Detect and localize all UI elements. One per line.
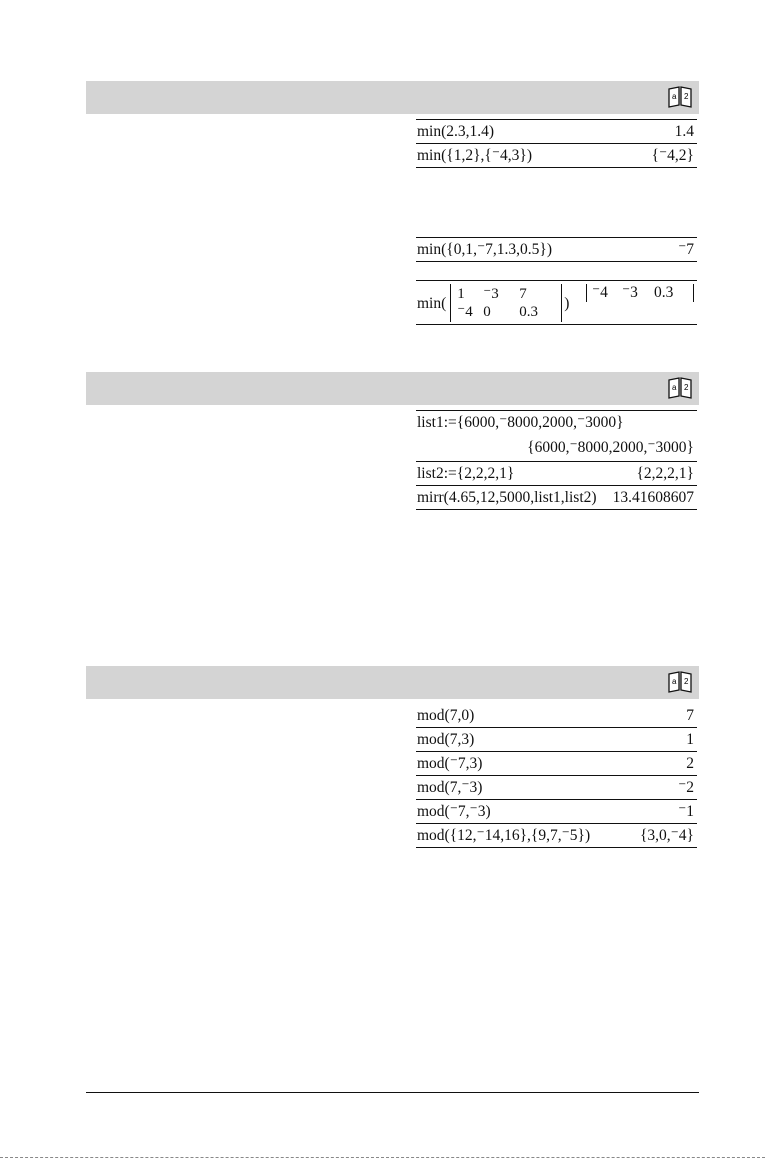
matrix-cell: 0.3 (654, 284, 674, 301)
example-input: list2:={2,2,2,1} (417, 465, 515, 482)
svg-text:a: a (672, 383, 677, 392)
example-output: 7 (686, 707, 694, 724)
matrix (450, 284, 562, 322)
example-row (416, 237, 697, 262)
min-examples-group-1 (416, 119, 697, 168)
example-row (416, 704, 697, 728)
matrix-cell: 1 (457, 286, 465, 302)
matrix-input (417, 284, 569, 322)
example-input: min(2.3,1.4) (417, 123, 495, 140)
close-paren: ) (564, 294, 570, 312)
svg-text:2: 2 (684, 383, 689, 392)
example-row-matrix (416, 280, 697, 325)
matrix-cell: ⁻4 (457, 304, 473, 320)
function-name: min( (417, 294, 447, 312)
section-header-mirr (86, 372, 699, 405)
example-output: {6000,⁻8000,2000,⁻3000} (527, 439, 694, 456)
example-output: 1 (686, 731, 694, 748)
example-input: mod(7,3) (417, 731, 475, 748)
min-examples-group-3 (416, 280, 697, 325)
example-row (416, 824, 697, 848)
example-output: 1.4 (674, 123, 694, 140)
page-trim-line (0, 1157, 765, 1158)
example-row (416, 800, 697, 824)
example-output: {3,0,⁻4} (639, 827, 694, 844)
mirr-examples (416, 410, 697, 510)
example-output: ⁻2 (678, 779, 694, 796)
catalog-book-icon (668, 671, 692, 693)
matrix-cell: ⁻3 (483, 286, 499, 302)
svg-text:2: 2 (684, 677, 689, 686)
svg-text:2: 2 (684, 92, 689, 101)
example-input: mod({12,⁻14,16},{9,7,⁻5}) (417, 827, 591, 844)
example-output: 13.41608607 (612, 489, 694, 506)
example-output: {⁻4,2} (651, 147, 694, 164)
example-output: 2 (686, 755, 694, 772)
example-input: list1:={6000,⁻8000,2000,⁻3000} (417, 414, 624, 431)
matrix-cell: ⁻4 (592, 284, 608, 301)
mod-examples (416, 704, 697, 848)
matrix-cell: 0.3 (519, 304, 539, 320)
example-input: mod(⁻7,3) (417, 755, 483, 772)
matrix-result (586, 284, 694, 302)
footer-divider (86, 1092, 699, 1093)
example-input: min({0,1,⁻7,1.3,0.5}) (417, 241, 552, 258)
section-header-min (86, 81, 699, 114)
catalog-book-icon (668, 377, 692, 399)
matrix-cell: 0 (483, 304, 491, 320)
example-input: mod(7,⁻3) (417, 779, 483, 796)
example-row (416, 776, 697, 800)
svg-text:a: a (672, 677, 677, 686)
example-output: ⁻1 (678, 803, 694, 820)
matrix-cell: 7 (519, 286, 527, 302)
example-row (416, 410, 697, 462)
example-row (416, 486, 697, 510)
example-row (416, 752, 697, 776)
section-header-mod (86, 666, 699, 699)
matrix-cell: ⁻3 (622, 284, 638, 301)
example-input: mod(⁻7,⁻3) (417, 803, 491, 820)
example-input: min({1,2},{⁻4,3}) (417, 147, 533, 164)
example-row (416, 462, 697, 486)
example-row (416, 144, 697, 168)
min-examples-group-2 (416, 237, 697, 262)
example-input: mirr(4.65,12,5000,list1,list2) (417, 489, 597, 506)
example-row (416, 119, 697, 144)
catalog-book-icon (668, 86, 692, 108)
svg-text:a: a (672, 92, 677, 101)
example-output: {2,2,2,1} (636, 465, 694, 482)
example-row (416, 728, 697, 752)
example-input: mod(7,0) (417, 707, 475, 724)
example-output: ⁻7 (678, 241, 694, 258)
